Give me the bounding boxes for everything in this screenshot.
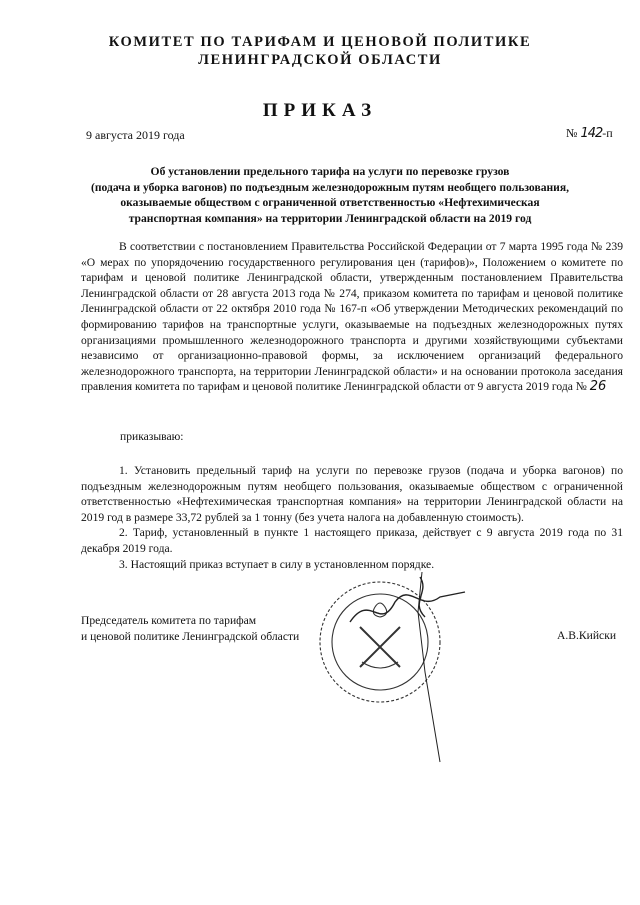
number-sign: № <box>566 126 578 140</box>
preamble-text: В соответствии с постановлением Правительства Российской Федерации от 7 марта 1995 года № 239 «О мерах по упорядочению государственного регулирования цен (тарифов)», Положением о комитете по тарифам и ценовой политике Ленинградской области, утвержденным постановлением Правительства Ленинградской области от 28 августа 2013 года № 274, приказом комитета по тарифам и ценовой политике Ленинградской области от 22 октября 2010 года № 167-п «Об утверждении Методических рекомендаций по формированию тарифов на транспортные услуги, оказываемые на подъездных железнодорожных путях организациями промышленного железнодорожного транспорта и другими хозяйствующими субъектами независимо от организационно-правовой формы, за исключением организаций федерального железнодорожного транспорта, на территории Ленинградской области» и на основании протокола заседания правления комитета по тарифам и ценовой политике Ленинградской области от 9 августа 2019 года № <box>81 240 623 394</box>
order-number <box>566 126 613 141</box>
signatory-position: и ценовой политике Ленинградской области <box>81 630 300 643</box>
signature-block <box>81 613 299 645</box>
number-suffix: -п <box>602 126 613 140</box>
committee-name-line2: ЛЕНИНГРАДСКОЙ ОБЛАСТИ <box>198 52 442 68</box>
order-item: 2. Тариф, установленный в пункте 1 настоящего приказа, действует с 9 августа 2019 года по 31 декабря 2019 года. <box>81 526 623 555</box>
subject-line: транспортная компания» на территории Ленинградской области на 2019 год <box>128 211 532 225</box>
handwritten-protocol-number: 26 <box>589 379 607 395</box>
subject-line: оказываемые обществом с ограниченной ответственностью «Нефтехимическая <box>120 196 540 210</box>
document-title: ПРИКАЗ <box>262 100 378 121</box>
signatory-name: А.В.Кийски <box>557 629 617 642</box>
handwritten-number: 142 <box>580 126 603 141</box>
official-stamp-and-signature <box>300 572 470 772</box>
order-item: 1. Установить предельный тариф на услуги по перевозке грузов (подача и уборка вагонов) по подъездным железнодорожным путям необщего пользования, оказываемые обществом с ограниченной ответственностью «Нефтехимическая транспортная компания» на территории Ленинградской области на 2019 год в размере 33,72 рублей за 1 тонну (без учета налога на добавленную стоимость). <box>81 464 623 524</box>
order-word: приказываю: <box>120 430 184 443</box>
order-item: 3. Настоящий приказ вступает в силу в установленном порядке. <box>119 557 435 571</box>
order-subject <box>80 164 580 226</box>
order-date: 9 августа 2019 года <box>86 128 185 142</box>
subject-line: (подача и уборка вагонов) по подъездным железнодорожным путям необщего пользования, <box>90 180 570 194</box>
signatory-position: Председатель комитета по тарифам <box>81 614 257 627</box>
subject-line: Об установлении предельного тарифа на услуги по перевозке грузов <box>150 165 510 178</box>
committee-name-line1: КОМИТЕТ ПО ТАРИФАМ И ЦЕНОВОЙ ПОЛИТИКЕ <box>108 34 532 50</box>
order-items <box>81 463 623 572</box>
preamble-paragraph <box>81 239 623 395</box>
preamble <box>81 239 623 395</box>
